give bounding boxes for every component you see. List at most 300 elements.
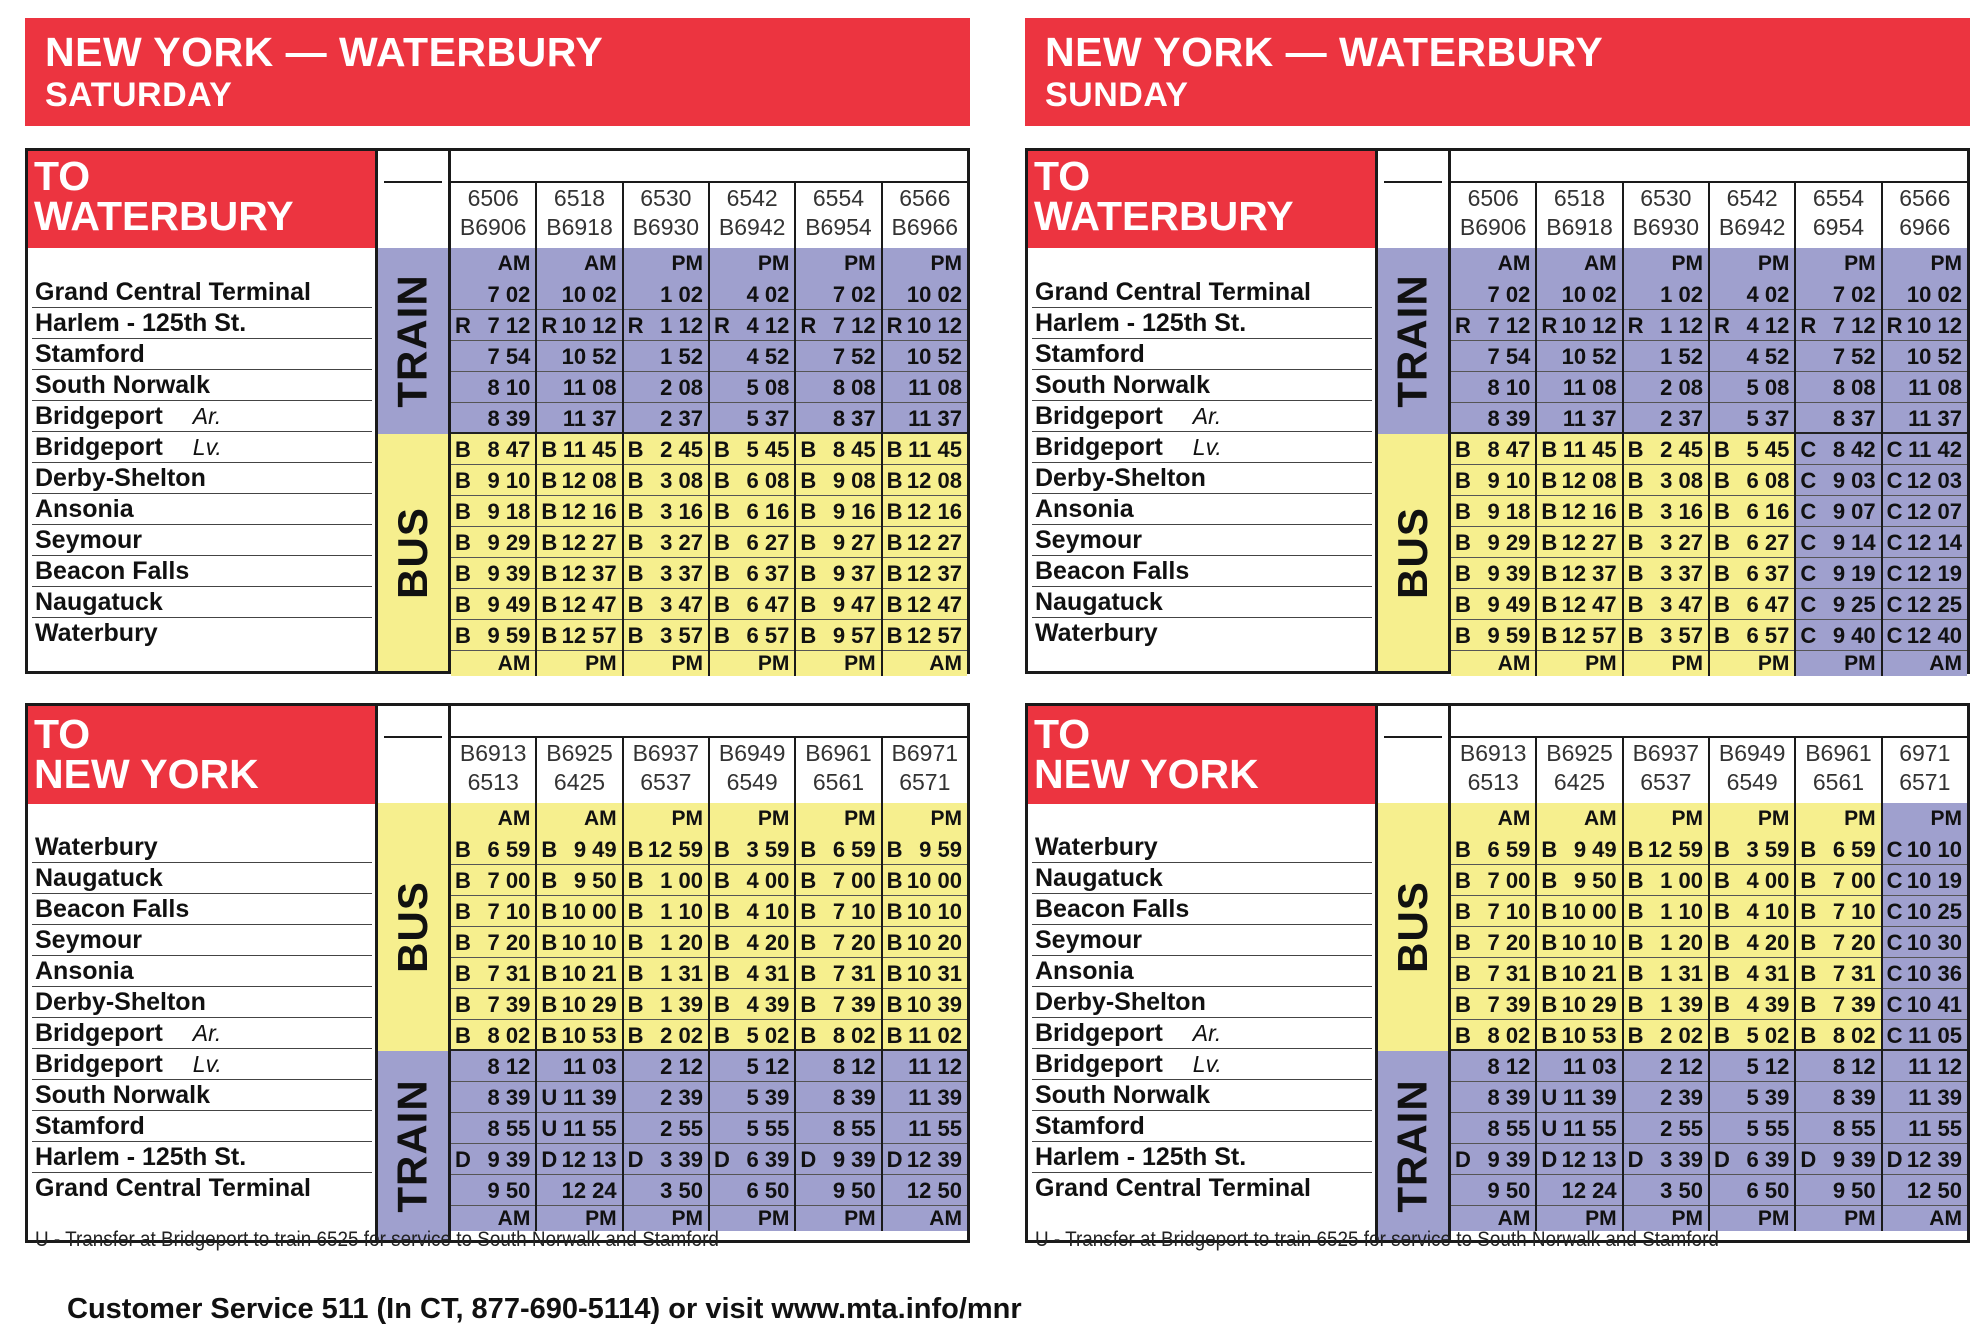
train-number-secondary: B6930 [1632, 214, 1700, 240]
time-value: 9 37 [832, 561, 876, 586]
station-row [1032, 370, 1372, 401]
time-value: 2 12 [660, 1054, 703, 1079]
service-code: B [1713, 868, 1730, 893]
time-cell [1537, 927, 1621, 958]
ampm-top-cell [1537, 803, 1621, 834]
time-value: 8 39 [1487, 1085, 1531, 1110]
time-value: 10 53 [561, 1023, 617, 1048]
service-code: C [1886, 623, 1903, 648]
time-cell [883, 1051, 967, 1082]
service-code: B [541, 468, 558, 493]
time-value: 1 39 [1660, 992, 1703, 1017]
time-value: 8 12 [1832, 1054, 1876, 1079]
ampm-label: PM [757, 807, 790, 830]
time-cell [451, 310, 535, 341]
time-value: 7 31 [1487, 961, 1531, 986]
time-cell [710, 896, 794, 927]
time-cell [710, 865, 794, 896]
service-code: B [541, 1023, 558, 1048]
ampm-label: AM [583, 252, 617, 275]
time-cell [451, 372, 535, 403]
ampm-top-cell [1796, 803, 1880, 834]
time-value: 1 00 [660, 868, 703, 893]
time-value: 9 39 [1487, 1147, 1531, 1172]
time-value: 9 59 [487, 623, 531, 648]
time-cell [1710, 989, 1794, 1020]
time-cell [1710, 589, 1794, 620]
to-waterbury-table [25, 148, 970, 674]
service-code: B [1627, 437, 1644, 462]
service-code: B [1541, 930, 1558, 955]
station-row [32, 1018, 372, 1049]
time-cell [1796, 1113, 1880, 1144]
station-note: Lv. [1192, 1051, 1222, 1077]
service-code: D [800, 1147, 817, 1172]
time-value: 6 16 [746, 499, 790, 524]
service-code: B [886, 868, 903, 893]
train-number-primary: B6937 [632, 740, 700, 766]
train-number-cell [1622, 181, 1708, 248]
time-value: 7 02 [487, 282, 531, 307]
mode-header-box [375, 151, 451, 248]
time-value: 8 47 [487, 437, 531, 462]
service-code: C [1886, 561, 1903, 586]
ampm-top-cell [796, 248, 880, 279]
time-value: 11 55 [1562, 1116, 1617, 1141]
station-note: Lv. [192, 1051, 222, 1077]
service-day: SUNDAY [1045, 76, 1189, 114]
time-value: 10 00 [1561, 899, 1617, 924]
service-code: R [886, 313, 903, 338]
station-row [1032, 832, 1372, 863]
service-code: B [541, 961, 558, 986]
time-cell [883, 927, 967, 958]
time-value: 9 39 [1832, 1147, 1876, 1172]
train-column [1708, 803, 1794, 1231]
time-value: 6 59 [1487, 837, 1531, 862]
ampm-top-cell [1710, 803, 1794, 834]
time-cell [1537, 989, 1621, 1020]
service-code: B [1541, 561, 1558, 586]
time-cell [624, 1020, 708, 1051]
train-number-primary: B6961 [805, 740, 872, 766]
time-cell [451, 1175, 535, 1206]
time-cell [451, 527, 535, 558]
time-cell [624, 958, 708, 989]
direction-heading-line: TO [34, 153, 91, 199]
ampm-bottom-cell [451, 651, 535, 676]
train-number-header [451, 181, 967, 250]
time-value: 12 50 [1906, 1178, 1962, 1203]
train-number-primary: 6506 [1467, 185, 1519, 211]
time-value: 8 37 [832, 406, 876, 431]
train-number-cell [451, 181, 535, 248]
time-value: 8 42 [1832, 437, 1876, 462]
service-code: B [627, 899, 644, 924]
time-cell [1537, 465, 1621, 496]
time-value: 12 37 [561, 561, 617, 586]
ampm-label: PM [671, 652, 703, 675]
time-cell [1624, 310, 1708, 341]
time-value: 10 02 [561, 282, 617, 307]
time-cell [796, 403, 880, 434]
time-cell [537, 958, 621, 989]
time-cell [710, 496, 794, 527]
service-code: B [1800, 961, 1817, 986]
station-row [32, 618, 372, 649]
service-code: B [455, 437, 471, 462]
service-code: B [1713, 530, 1730, 555]
time-cell [883, 1113, 967, 1144]
train-number-primary: 6530 [640, 185, 692, 211]
time-cell [1710, 927, 1794, 958]
time-cell [796, 341, 880, 372]
time-cell [883, 341, 967, 372]
time-cell [710, 558, 794, 589]
ampm-top-cell [796, 803, 880, 834]
time-cell [1710, 1175, 1794, 1206]
service-code: B [455, 499, 471, 524]
time-value: 3 47 [660, 592, 703, 617]
time-value: 6 27 [746, 530, 790, 555]
service-code: B [800, 868, 817, 893]
time-value: 9 16 [832, 499, 876, 524]
time-cell [1883, 558, 1967, 589]
time-value: 3 59 [1746, 837, 1790, 862]
time-value: 4 10 [746, 899, 790, 924]
time-cell [1883, 1144, 1967, 1175]
time-cell [883, 372, 967, 403]
time-value: 9 50 [487, 1178, 531, 1203]
station-name: Bridgeport [1035, 1050, 1163, 1078]
station-row [32, 1173, 372, 1204]
ampm-top-cell [451, 803, 535, 834]
service-code: B [713, 561, 730, 586]
ampm-bottom-cell [1451, 651, 1535, 676]
time-value: 11 08 [562, 375, 617, 400]
station-name: Seymour [1035, 926, 1142, 954]
time-value: 12 24 [561, 1178, 617, 1203]
time-value: 9 59 [1487, 623, 1531, 648]
service-code: B [713, 961, 730, 986]
service-code: U [541, 1116, 558, 1141]
service-code: R [455, 313, 471, 338]
time-value: 10 10 [561, 930, 617, 955]
time-value: 1 12 [1660, 313, 1703, 338]
train-number-primary: 6566 [1899, 185, 1951, 211]
time-cell [1624, 927, 1708, 958]
station-row [1032, 1049, 1372, 1080]
ampm-label: PM [1671, 1207, 1703, 1230]
station-note: Lv. [192, 434, 222, 460]
time-cell [451, 465, 535, 496]
station-name: Beacon Falls [35, 557, 190, 585]
time-cell [1624, 527, 1708, 558]
train-number-primary: 6518 [553, 185, 606, 211]
time-cell [451, 620, 535, 651]
time-value: 4 02 [1746, 282, 1790, 307]
time-value: 7 00 [1832, 868, 1876, 893]
time-value: 7 31 [1832, 961, 1876, 986]
service-code: B [1627, 1023, 1644, 1048]
time-value: 7 10 [1832, 899, 1876, 924]
service-code: B [541, 899, 558, 924]
time-value: 9 14 [1832, 530, 1876, 555]
station-row [1032, 987, 1372, 1018]
train-number-primary: 6542 [1726, 185, 1778, 211]
time-value: 2 45 [660, 437, 703, 462]
station-name: Derby-Shelton [35, 988, 206, 1016]
time-value: 3 47 [1660, 592, 1703, 617]
time-value: 7 10 [832, 899, 876, 924]
ampm-label: PM [844, 252, 876, 275]
station-name: Stamford [35, 1112, 145, 1140]
time-value: 7 12 [1832, 313, 1876, 338]
service-code: C [1800, 623, 1817, 648]
ampm-bottom-cell [796, 1206, 880, 1231]
time-cell [624, 865, 708, 896]
station-row [32, 956, 372, 987]
station-row [1032, 339, 1372, 370]
station-note: Ar. [1192, 1020, 1222, 1046]
train-number-cell [622, 736, 708, 803]
ampm-label: PM [1757, 252, 1790, 275]
time-cell [624, 527, 708, 558]
to-new-york-table [25, 703, 970, 1243]
service-code: B [1541, 592, 1558, 617]
time-cell [796, 1051, 880, 1082]
service-code: B [800, 837, 817, 862]
direction-heading [1028, 706, 1375, 804]
time-value: 12 27 [1561, 530, 1617, 555]
station-name: Grand Central Terminal [1035, 278, 1311, 306]
service-code: B [713, 868, 730, 893]
time-cell [1451, 372, 1535, 403]
time-value: 4 10 [1746, 899, 1790, 924]
sunday-schedule [1025, 18, 1970, 1230]
time-cell [1710, 310, 1794, 341]
service-code: B [800, 468, 817, 493]
station-name: Harlem - 125th St. [1035, 309, 1247, 337]
time-value: 6 39 [746, 1147, 790, 1172]
time-cell [1883, 1175, 1967, 1206]
direction-heading-line: TO [34, 711, 91, 757]
time-value: 9 25 [1832, 592, 1876, 617]
time-cell [537, 558, 621, 589]
service-code: U [1541, 1085, 1558, 1110]
train-column [1535, 248, 1621, 676]
time-cell [537, 896, 621, 927]
service-code: B [455, 992, 471, 1017]
time-value: 5 08 [746, 375, 790, 400]
time-value: 3 57 [660, 623, 703, 648]
ampm-top-cell [1796, 248, 1880, 279]
time-cell [1796, 1144, 1880, 1175]
service-code: B [1455, 1023, 1471, 1048]
service-code: B [1627, 530, 1644, 555]
time-cell [883, 589, 967, 620]
ampm-top-cell [1451, 803, 1535, 834]
station-row [32, 277, 372, 308]
time-value: 5 37 [746, 406, 790, 431]
train-number-secondary: 6549 [726, 769, 778, 795]
time-value: 11 08 [1562, 375, 1617, 400]
direction-heading-line: NEW YORK [1034, 751, 1259, 797]
service-code: B [455, 592, 471, 617]
ampm-top-cell [883, 248, 967, 279]
time-cell [1796, 1175, 1880, 1206]
time-value: 12 57 [1561, 623, 1617, 648]
bus-mode-label [375, 434, 451, 671]
station-row [32, 494, 372, 525]
time-value: 10 36 [1906, 961, 1962, 986]
service-code: B [455, 623, 471, 648]
time-cell [537, 927, 621, 958]
time-value: 8 55 [832, 1116, 876, 1141]
time-cell [1451, 1020, 1535, 1051]
time-cell [1537, 310, 1621, 341]
time-cell [1451, 834, 1535, 865]
station-name: Stamford [1035, 340, 1145, 368]
ampm-label: PM [1757, 652, 1790, 675]
time-value: 5 02 [746, 1023, 790, 1048]
time-cell [537, 989, 621, 1020]
time-cell [451, 341, 535, 372]
time-cell [883, 558, 967, 589]
time-value: 4 31 [1746, 961, 1790, 986]
station-list [1032, 832, 1372, 1204]
service-code: B [1541, 530, 1558, 555]
time-cell [1451, 865, 1535, 896]
time-cell [796, 620, 880, 651]
time-cell [537, 372, 621, 403]
train-column [1451, 803, 1535, 1231]
time-value: 3 50 [660, 1178, 703, 1203]
time-cell [1624, 1082, 1708, 1113]
station-row [1032, 618, 1372, 649]
time-value: 3 39 [660, 1147, 703, 1172]
time-value: 12 39 [1906, 1147, 1962, 1172]
time-value: 1 10 [1660, 899, 1703, 924]
station-row [1032, 925, 1372, 956]
service-code: B [541, 437, 558, 462]
time-cell [796, 465, 880, 496]
service-code: R [1886, 313, 1903, 338]
service-code: B [541, 530, 558, 555]
train-number-cell [1622, 736, 1708, 803]
direction-heading-line: TO [1034, 153, 1091, 199]
time-value: 12 27 [561, 530, 617, 555]
time-cell [1883, 279, 1967, 310]
station-name: Bridgeport [1035, 433, 1163, 461]
time-value: 2 39 [660, 1085, 703, 1110]
time-cell [710, 1051, 794, 1082]
time-value: 9 08 [832, 468, 876, 493]
service-code: R [1455, 313, 1471, 338]
service-code: B [886, 499, 903, 524]
time-value: 12 08 [1561, 468, 1617, 493]
time-value: 1 12 [660, 313, 703, 338]
ampm-label: AM [497, 652, 531, 675]
station-row [32, 1049, 372, 1080]
time-value: 7 12 [487, 313, 531, 338]
time-cell [883, 465, 967, 496]
service-code: R [800, 313, 817, 338]
ampm-top-cell [451, 248, 535, 279]
time-cell [883, 279, 967, 310]
service-code: B [1713, 992, 1730, 1017]
time-value: 12 13 [561, 1147, 617, 1172]
time-value: 4 00 [746, 868, 790, 893]
time-value: 12 37 [1561, 561, 1617, 586]
ampm-bottom-cell [710, 651, 794, 676]
station-row [1032, 956, 1372, 987]
time-cell [451, 1113, 535, 1144]
mode-label-text: BUS [1389, 506, 1436, 599]
service-code: B [713, 530, 730, 555]
time-value: 11 02 [908, 1023, 962, 1048]
time-value: 3 16 [1660, 499, 1703, 524]
time-value: 6 16 [1746, 499, 1790, 524]
time-value: 9 49 [1487, 592, 1531, 617]
service-code: B [541, 499, 558, 524]
train-number-cell [1708, 736, 1794, 803]
time-value: 5 55 [746, 1116, 790, 1141]
service-code: C [1886, 530, 1903, 555]
station-name: Bridgeport [35, 1050, 163, 1078]
time-cell [883, 403, 967, 434]
service-code: B [1800, 837, 1817, 862]
train-column [622, 248, 708, 676]
train-column [881, 803, 967, 1231]
ampm-label: PM [757, 652, 790, 675]
time-value: 12 14 [1906, 530, 1962, 555]
train-number-cell [1535, 181, 1621, 248]
service-code: U [1541, 1116, 1558, 1141]
time-cell [796, 1175, 880, 1206]
service-code: B [541, 930, 558, 955]
time-cell [624, 1113, 708, 1144]
ampm-label: AM [1929, 1207, 1962, 1230]
time-value: 12 13 [1561, 1147, 1617, 1172]
station-name: Waterbury [1035, 619, 1158, 647]
ampm-label: PM [1757, 1207, 1790, 1230]
time-cell [451, 989, 535, 1020]
time-value: 7 20 [1487, 930, 1531, 955]
ampm-bottom-cell [883, 1206, 967, 1231]
time-value: 4 20 [1746, 930, 1790, 955]
time-cell [883, 865, 967, 896]
time-cell [1624, 865, 1708, 896]
time-cell [710, 341, 794, 372]
service-code: B [1713, 437, 1730, 462]
ampm-label: PM [585, 1207, 617, 1230]
time-cell [451, 279, 535, 310]
time-value: 10 10 [906, 899, 962, 924]
time-value: 2 55 [660, 1116, 703, 1141]
time-cell [1796, 620, 1880, 651]
time-value: 12 37 [906, 561, 962, 586]
service-code: R [1541, 313, 1558, 338]
time-value: 12 08 [906, 468, 962, 493]
time-cell [1451, 341, 1535, 372]
mode-header-box [1375, 706, 1451, 803]
time-cell [1537, 1020, 1621, 1051]
station-name: Bridgeport [1035, 402, 1163, 430]
station-name: South Norwalk [1035, 371, 1211, 399]
time-cell [1883, 958, 1967, 989]
ampm-label: PM [1844, 1207, 1876, 1230]
